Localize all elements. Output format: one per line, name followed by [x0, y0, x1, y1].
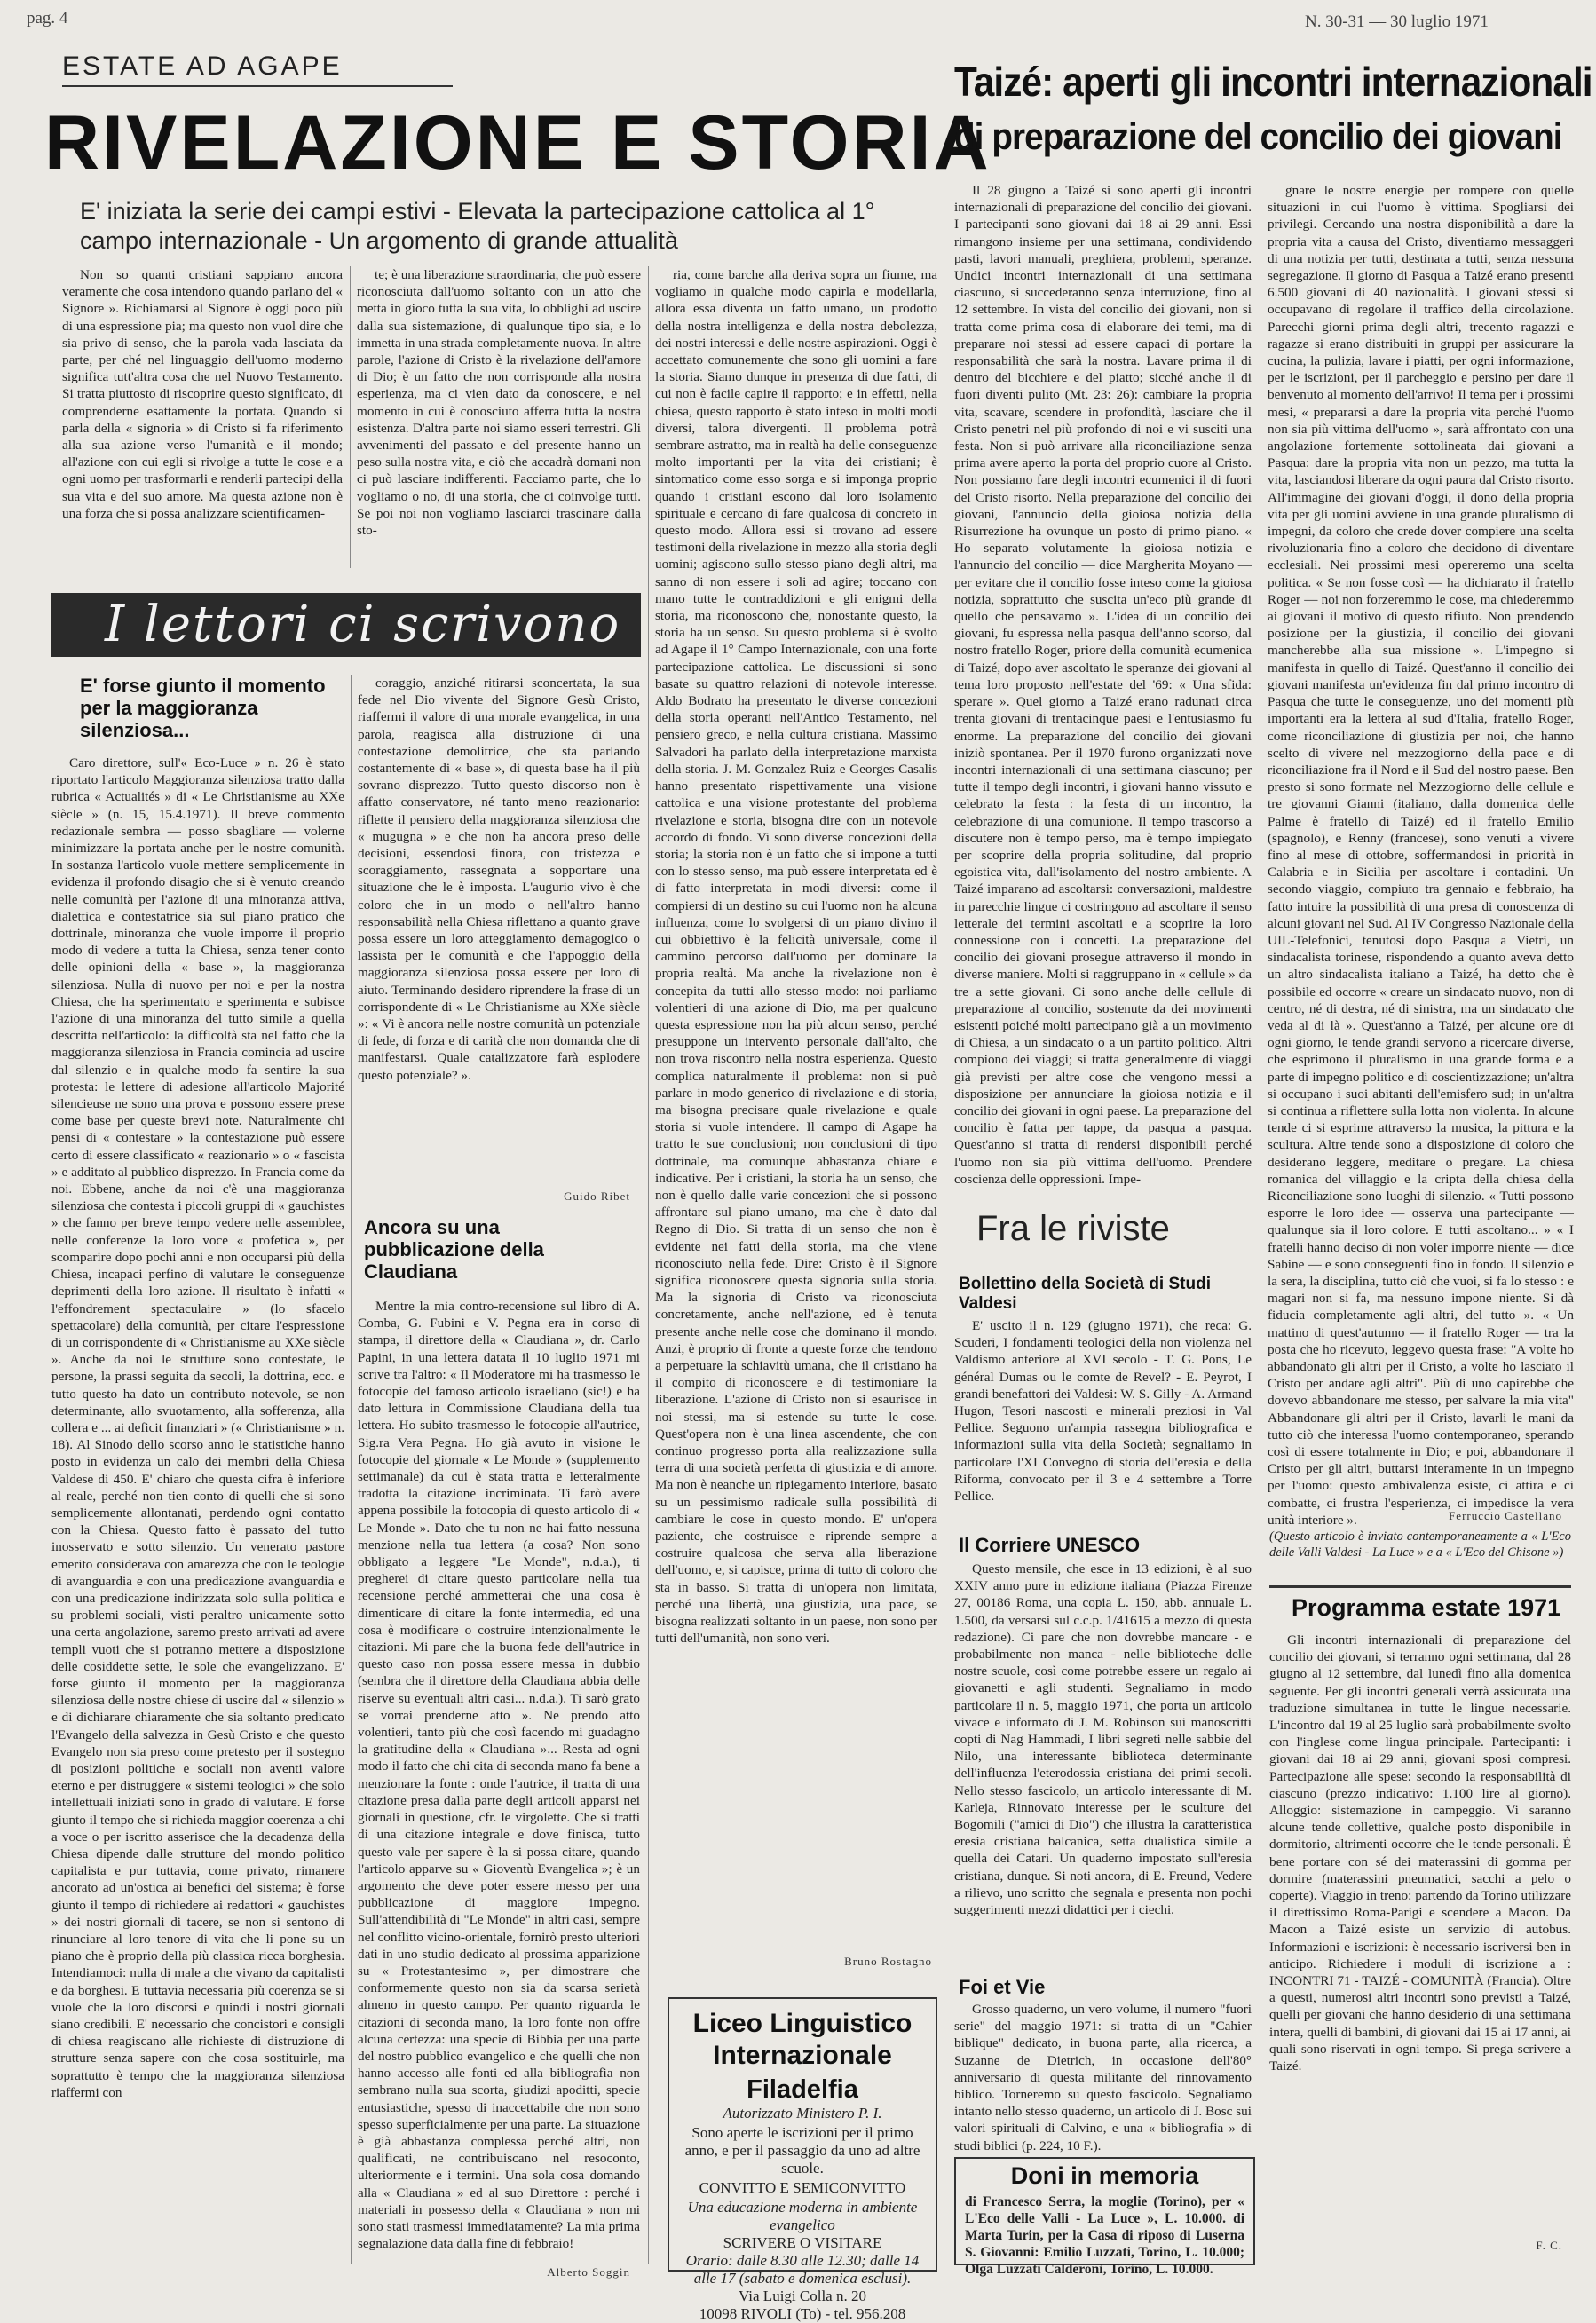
column-divider	[350, 266, 351, 568]
signature-rostagno: Bruno Rostagno	[844, 1955, 932, 1968]
letter-text: coraggio, anziché ritirarsi sconcertata, la sua fede nel Dio vivente del Signore Gesù Cristo, riaffermi il valore di una morale evangelica, in una parola, reagisca alla distruzione di una contestazione demolitrice, che sta parlando costantemente di « base », di questa base ha il più sovrano disprezzo. Tutto questo discorso non è affatto conservatore, né tanto meno reazionario: riflette il pensiero della maggioranza silenziosa che « mugugna » e che non ha ancora preso delle decisioni, essendosi finora, con tristezza e scoraggiamento, rassegnata a sopportare una situazione che le è imposta. L'augurio vivo è che coloro che in un modo o nell'altro hanno responsabilità nella Chiesa riflettano a quanto grave possa essere un loro atteggiamento demagogico o lassista per le comunità e che l'appoggio della maggioranza silenziosa possa essere per loro di aiuto. Terminando desidero riprendere la frase di un corrispondente di « Le Christianisme au XXe siècle »: « Vi è ancora nelle nostre comunità un potenziale di fede, di forza e di carità che non domanda che di manifestarsi. Quale catalizzatore farà esplodere questo potenziale? ».	[358, 676, 640, 1083]
riviste-title: Fra le riviste	[976, 1209, 1170, 1248]
article-column-2	[357, 266, 641, 568]
liceo-title-line2: Internazionale	[713, 2041, 892, 2070]
article-column-3	[655, 266, 937, 1953]
riviste-item2-text	[954, 1561, 1252, 1973]
liceo-text4: SCRIVERE O VISITARE	[723, 2234, 882, 2251]
liceo-authorized: Autorizzato Ministero P. I.	[723, 2105, 882, 2122]
liceo-text6: Via Luigi Colla n. 20	[739, 2287, 866, 2304]
letter-text: Mentre la mia contro-recensione sul libro di A. Comba, G. Fubini e V. Pegna era in corso di stampa, il direttore della « Claudiana », dr. Carlo Papini, in una lettera datata il 10 luglio 1971 mi scrive tra l'altro: « Il Moderatore mi ha trasmesso le fotocopie del famoso articolo israeliano (sic!) e ha dato lettura in Commissione Claudiana della tua lettera. Ho subito trasmesso le fotocopie all'autrice, Sig.ra Vera Pegna. Ho già avuto in visione le fotocopie del giornale « Le Monde » (supplemento settimanale) da cui è stata tratta e letteralmente tradotta la citazione incriminata. Ti farò avere appena possibile la fotocopia di questo articolo di « Le Monde ». Dato che tu non ne hai fatto nessuna menzione nella tua lettera (a cosa? Non sono obbligato a leggere "Le Monde", n.d.a.), ti pregherei di citare questo particolare nella tua recensione perché ammetterai che una cosa è dimenticare di citare la fonte intermedia, ed una cosa è modificare o costruire intenzionalmente le citazioni. Mi pare che la buona fede dell'autrice in questo caso non possa essere messa in dubbio (sembra che il direttore della Claudiana abbia delle riserve su eventuali altri casi... n.d.a.). Ti sarò grato se vorrai prenderne atto ». Ne prendo atto volentieri, tanto più che così facendo mi guadagno la gratitudine della « Claudiana »... Resta ad ogni modo il fatto che chi cita di seconda mano fa bene a menzionare la fonte : onde l'autrice, il tratta di una citazione presa dalla parte degli articoli apparsi nei giornali in questione, cfr. le virgolette. Che si tratti di una citazione integrale e dove finisca, tutto questo vale per sapere è la si possa citare, quando l'articolo apparve su « Gioventù Evangelica »; è un argomento che deve poter essere messo per una pubblicazione di maggiore impegno. Sull'attendibilità di "Le Monde" in altri casi, sempre nel conflitto vicino-orientale, fornirò presto ulteriori dati in uno studio dedicato al prossima apparizione su « Protestantesimo », per dimostrare che conformemente questo non sia da scarsa serietà almeno in questo campo. Per quanto riguarda le citazioni di seconda mano, la loro fonte non offre alcuna certezza: una specie di Bibbia per una parte del nostro pubblico evangelico e che quelli che non hanno accesso alle fonti ed alla bibliografia non sembrano nulla sua scorta, giudizi apoditti, specie entusiastiche, spesso di inaccettabile che non sono spesso superficialmente per una parte. La situazione è già abbastanza complessa perché altri, non qualificati, ne contribuiscano nel resoconto, ulteriormente e i termini. Una sola cosa domando alla « Claudiana » ed al suo Direttore : perché i materiali in possesso della « Claudiana » non mi sono stati trasmessi immediatamente? La mia prima segnalazione data dalla fine di febbraio!	[358, 1299, 640, 2252]
liceo-text5: Orario: dalle 8.30 alle 12.30; dalle 14 alle 17 (sabato e domenica esclusi).	[685, 2252, 920, 2287]
article-text: gnare le nostre energie per rompere con quelle situazioni in cui l'uomo è vittima. Spogliarsi dei privilegi. Cercando una nostra disponibilità a dare la propria vita a causa del Cristo, diventiamo messaggeri di una notizia per tutti, destinata a tutti, senza nessuna segregazione. Il giorno di Pasqua a Taizé erano presenti 6.500 giovani di 40 nazionalità. I giovani stessi si occupavano di regolare il traffico della circolazione. Parecchi giorni prima degli altri, trecento ragazzi e ragazze si erano distribuiti in gruppi per assicurare la cucina, la pulizia, lavare i piatti, per ogni informazione, per le iscrizioni, per il parcheggio e persino per dare il benvenuto al momento dell'arrivo! Il tema per i prossimi mesi, « prepararsi a dare la propria vita perché l'uomo non sia più vittima dell'uomo », sarà affrontato con una angolazione fortemente sottolineata dai giovani a Pasqua: dare la propria vita non un pezzo, ma tutta la vita, lasciandosi liberare da ogni paura dal Cristo risorto. All'immagine dei giovani d'oggi, il dono della propria vita per gli uomini avviene in una grande pluralismo di impegni, da coloro che crede dover compiere una scelta rivoluzionaria fino a coloro che decidono di diventare ecclesiali. Nei prossimi mesi opereremo una scelta politica. « Se non fosse così — ha dichiarato il fratello Roger — noi non forzeremmo le cose, ma chiederemmo ai giovani il motivo di questo rifiuto. Non prendendo posizione per la giustizia, il concilio dei giovani mancherebbe alla sua missione ». L'impegno si manifesta in quello di Taizé. Quest'anno il concilio dei giovani manifesta un'evidenza fin dal primo incontro di Pasqua che tutte le conseguenze, uno dei momenti più importanti era la lettera al sud d'Italia, fratello Roger, come riconciliazione di giustizia per noi, che hanno scelto di vivere nel mezzogiorno della pace e di riconciliazione fra il Nord e il Sud del nostro paese. Ben presto si sono formate nel Mezzogiorno delle cellule e tre giovanni Gianni (italiano, dalla domenica delle Palme è fratello di Taizé) ed il fratello Emilio (spagnolo), e Renny (francese), sono venuti a vivere fino al mese di ottobre, soffermandosi in priorità in Calabria e in Sicilia per ascoltare i contadini. Un secondo viaggio, compiuto tra gennaio e febbraio, ha fatto intuire la possibilità di una presa di conoscenza di alcuni giovani nel Sud. Al IV Congresso Nazionale della UIL-Telefonici, tenutosi dopo Pasqua a Vietri, un sindacalista torinese, rispondendo a quanto aveva detto un altro sindacalista italiano a Taizé, ha detto che è possibile ed occorre « creare un sindacato nuovo, non di centro, né di destra, né di sinistra, ma un sindacato che veda al di là ». Quest'anno a Taizé, per alcune ore di ogni giorno, le tende grandi servono a ricercare diverse, che esprimono il pluralismo in una grande forma e a parte di impegno politico e di coscientizzazione; un'altra si occupano i suoi abitanti dell'emisfero sud; in un'altra si continua a riflettere sulla lotta non violenta. In alcune tende ci si esprime attraverso la musica, la pittura e la scultura. Altre tende sono a disposizione di coloro che desiderano leggere, meditare o pregare. La chiesa romanica del villaggio e la cripta della chiesa della Riconciliazione sono luoghi di silenzio. « Tutti possono esporre le loro idee — osserva una partecipante — qualunque sia il loro colore. E tutti ascoltano... » « I fratelli hanno deciso di non voler imporre niente — dice Sabine — e sono conseguenti fino in fondo. Il silenzio e la sera, la disciplina, tutto ciò che vuoi, si fa lo stesso : e magari non si fa, ma nessuno impone niente. Si dà fiducia completamente agli altri, del tutto ». « Un mattino di quest'autunno — il fratello Roger — tra la posta che ho ricevuto, leggevo questa frase: "A volte ho abbandonato gli altri per il Cristo, a volte ho lasciato il Cristo per andare agli altri". Più di uno capirebbe che dovevo abbandonare me stesso, per salvare la mia vita" Abbandonare gli altri per il Cristo, lavarli le mani da tutto ciò che interessa l'uomo contemporaneo, sperando così di essere totalmente in Dio; e poi, abbandonare il Cristo per gli altri, buttarsi interamente in un impegno per l'uomo: questo ambivalenza esiste, ci attira e ci combatte, ci frustra l'esperienza, ci impedisce la vera unità interiore ».	[1268, 183, 1574, 1528]
article-text: te; è una liberazione straordinaria, che può essere riconosciuta dall'uomo soltanto con un atto che metta in gioco tutta la sua vita, lo obblighi ad uscire dalla sua sistemazione, di qualunque tipo sia, e lo immetta in una strada completamente nuova. In altre parole, l'azione di Cristo è la rivelazione dell'amore di Dio; è un fatto che non corrisponde alla nostra esperienza, ma ci vien dato da conoscere, e nel momento in cui è conosciuto afferra tutta la nostra esistenza. D'altra parte noi siamo esseri terrestri. Gli avvenimenti del passato e del presente hanno un peso sulla nostra vita, e ciò che accadrà domani non ci può lasciare indifferenti. Facciamo parte, che lo vogliamo o no, di una storia, che ci coinvolge tutti. Se poi noi non vogliamo lasciarci trascinare dalla sto-	[357, 267, 641, 539]
liceo-title-line1: Liceo Linguistico	[692, 2009, 913, 2038]
liceo-text1: Sono aperte le iscrizioni per il primo anno, e per il passaggio da uno ad altre scuole.	[684, 2124, 920, 2177]
liceo-ad	[668, 1997, 937, 2322]
programma-rule	[1269, 1585, 1571, 1588]
signature-castellano: Ferruccio Castellano	[1449, 1509, 1562, 1522]
riviste-item2-title: Il Corriere UNESCO	[959, 1534, 1141, 1556]
letter1-title: E' forse giunto il momento per la maggioranza silenziosa...	[80, 675, 326, 741]
doni-title: Doni in memoria	[1010, 2162, 1199, 2189]
riviste-item1-title: Bollettino della Società di Studi Valdesi	[959, 1275, 1211, 1313]
letter2-text	[358, 1298, 640, 2261]
taize-title-line2: di preparazione del concilio dei giovani	[954, 115, 1562, 157]
kicker: ESTATE AD AGAPE	[62, 51, 343, 81]
signature-soggin: Alberto Soggin	[547, 2265, 630, 2279]
article-text: Non so quanti cristiani sappiano ancora veramente che cosa intendono quando parlano del « Signore ». Richiamarsi al Signore è oggi poco più di una espressione pia; ma questo non vuol dire che sia privo di senso, che la parola vada lasciata da parte, per ché nel linguaggio dell'uomo moderno significa tutt'altra cosa che nel Nuovo Testamento. Si tratta piuttosto di riscoprire questo significato, di comprenderne esattamente la portata. Quando si parla della « signoria » di Cristo si fa riferimento alla sua azione verso l'umanità e il mondo; all'azione con cui egli si rivolge a tutte le cose e a ogni uomo per trasformarli e renderli partecipi della sua vita e del suo amore. Ma questa azione non è una forza che si possa analizzare scientificamen-	[62, 267, 343, 521]
taize-note	[1269, 1529, 1571, 1580]
taize-title-line1: Taizé: aperti gli incontri internazionali	[954, 59, 1592, 105]
letter1-column-1	[51, 755, 344, 2264]
column-divider	[351, 675, 352, 2264]
issue-date: N. 30-31 — 30 luglio 1971	[1305, 12, 1489, 31]
liceo-text3: Una educazione moderna in ambiente evangelico	[687, 2199, 918, 2233]
page-number: pag. 4	[27, 9, 68, 28]
riviste-item1-text	[954, 1317, 1252, 1530]
liceo-text7: 10098 RIVOLI (To) - tel. 956.208	[699, 2305, 906, 2322]
signature-fc: F. C.	[1536, 2239, 1562, 2252]
riviste-item3-title: Foi et Vie	[959, 1976, 1046, 1998]
article-text: ria, come barche alla deriva sopra un fiume, ma vogliamo in qualche modo capirla e modellarla, allora essa diventa un fatto umano, un prodotto della nostra intelligenza e della nostra debolezza, dei nostri interessi e delle nostre aspirazioni. Oggi è accettato comunemente che sono gli uomini a fare la storia. Siamo dunque in presenza di due fatti, di cui non è facile capire il rapporto; e in effetti, nella chiesa, questo rapporto è stato inteso in molti modi diversi, talora divergenti. Il problema potrà sembrare astratto, ma in realtà ha delle conseguenze molto importanti per la vita dei cristiani; è sintomatico come esso sorga e si imponga proprio quando i cristiani escono dal loro isolamento spirituale e cercano di fare qualcosa di concreto in questo modo. Allora essi si trovano ad essere testimoni della rivelazione in mezzo alla storia degli uomini; agiscono sullo stesso piano degli altri, ma sanno di non essere i soli ad agire; toccano con mano tutte le contraddizioni e gli enigmi della storia, ma riconoscono che, nonostante questo, la storia ha un senso. Su questo problema si è svolto ad Agape il 1° Campo Internazionale, con una forte partecipazione cattolica. Le discussioni si sono basate su quattro relazioni di notevole interesse. Aldo Bodrato ha presentato le diverse concezioni della storia operanti nell'Antico Testamento, nel pensiero greco, e nella cultura cristiana. Massimo Salvadori ha parlato della interpretazione marxista della storia. J. M. Gonzalez Ruiz e Georges Casalis hanno presentato rispettivamente una visione cattolica e una visione protestante del problema rivelazione e storia, bisogna dire con un notevole accordo di fondo. Vi sono diverse concezioni della storia; la storia non è un fatto che si impone a tutti con lo stesso senso, ma può essere interpretata ed è di fatto interpretata in modi diversi: come il compiersi di un destino su cui l'uomo non ha alcuna influenza, come lo svolgersi di un piano divino il cui obbiettivo è la felicità universale, come il cammino percorso dall'uomo per dominare la propria realtà. Ma anche la rivelazione non è concepita da tutti allo stesso modo: noi parliamo volentieri di una azione di Dio, ma per qualcuno questa espressione non ha più alcun senso, perché presuppone un intervento personale dall'alto, che non trova riscontro nella nostra esperienza. Questo complica naturalmente il problema: non si può parlare in modo generico di rivelazione e di storia, ma bisogna precisare quale rivelazione e quale storia si vuole intendere. Il campo di Agape ha tratto le sue conclusioni; non conclusioni di tipo dottrinale, ma comunque abbastanza chiare e indicative. Per i cristiani, la storia ha un senso, che non è quello dalle varie concezioni che si possono affrontare sul piano umano, ma che è dato dal Regno di Dio. Si tratta di un senso che non è evidente nei fatti della storia, ma che viene riconosciuto nella fede. Dire: Cristo è il Signore significa riconoscere questa signoria sulla storia. Ma la signoria di Cristo va riconosciuta concretamente, anche nell'azione, ed è tenuta presente anche nelle cose che dominano il mondo. Anzi, è proprio di fronte a queste forze che tendono a perpetuare la schiavitù umana, che il cristiano ha il compito di riconoscere e di testimoniare la liberazione. L'azione di Cristo non si esaurisce in noi stessi, ma si estende su tutte le cose. Quest'opera non è una linea ascendente, che con continuo progresso porta alla realizzazione sulla terra di una società perfetta di giustizia e di amore. Ma non è neanche un ripiegamento interiore, basato su un pessimismo radicale sulla possibilità di cambiare le cose in questo mondo. E' un'opera paziente, che costruisce e riprende sempre a costruire qualcosa che serva alla liberazione dell'uomo, e, si capisce, prima di tutto di coloro che sta in basso. Si tratta di un'opera non limitata, perché una libertà, una giustizia, una pace, se bisogna realizzati soltanto in un paese, non sono per tutti dell'umanità, non sono veri.	[655, 267, 937, 1647]
liceo-subtitle: Filadelfia	[747, 2075, 858, 2104]
doni-text: di Francesco Serra, la moglie (Torino), per « L'Eco delle Valli - La Luce », L. 10.000. di Marta Turin, per la Casa di riposo di Luserna S. Giovanni: Emilio Luzzati, Torino, L. 10.000; Olga Luzzati Calderoni, Torino, L. 10.000.	[965, 2194, 1244, 2277]
letter2-title: Ancora su una pubblicazione della Claudiana	[364, 1216, 544, 1283]
article-subtitle: E' iniziata la serie dei campi estivi - Elevata la partecipazione cattolica al 1° campo internazionale - Un argomento di grande attualità	[80, 198, 875, 254]
programma-text	[1269, 1632, 1571, 2235]
note-text: (Questo articolo è inviato contemporaneamente a « L'Eco delle Valli Valdesi - La Luce » e a « L'Eco del Chisone »)	[1269, 1529, 1571, 1560]
doni-box	[954, 2157, 1255, 2277]
column-divider	[648, 266, 649, 2264]
letter1-column-2	[358, 675, 640, 1185]
riviste-item3-text	[954, 2001, 1252, 2152]
review-text: Questo mensile, che esce in 13 edizioni, è al suo XXIV anno pure in edizione italiana (Piazza Firenze 27, 00186 Roma, una copia L. 150, abb. annuale L. 1.500, da versarsi sul c.c.p. 1/41615 a mezzo di questa redazione). Ci pare che non dovrebbe mancare - e probabilmente non manca - nelle biblioteche delle nostre scuole, così come potrebbe essere un regalo ai giovanetti e agli studenti. Segnaliamo in modo particolare il n. 5, maggio 1971, che porta un articolo vivace e informato di J. M. Robinson sui manoscritti copti di Nag Hammadi, I libri segreti nelle sabbie del Nilo, una interessante biblioteca determinante dell'influenza l'eterodossia cristiana dei primi secoli. Nello stesso fascicolo, un articolo interessante di M. Karleja, Rinnovato interesse per le sculture dei Bogomili ("amici di Dio") che illustra la caratteristica eresia cristiana balcanica, setta dualistica simile a quella dei Catari. Un quaderno impostato sull'eresia cristiana, dunque. Si noti ancora, di E. Freund, Vedere a rilievo, uno scritto che segnala e presenta non pochi suggerimenti mezzi didattici per i ciechi.	[954, 1561, 1252, 1918]
letters-banner: I lettori ci scrivono	[51, 593, 641, 657]
review-text: E' uscito il n. 129 (giugno 1971), che reca: G. Scuderi, I fondamenti teologici della non violenza nel Valdismo anteriore al XVI secolo - T. G. Pons, Le général Dumas ou le comte de Revel? - E. Peyrot, I grandi benefattori dei Valdesi: W. S. Gilly - A. Armand Hugon, Tesori nascosti e minerali preziosi in Val Pellice. Seguono un'ampia rassegna bibliografica e informazioni sulla vita della Società; segnaliamo in particolare l'XI Convegno di storia dell'eresia e della Riforma, convocato per il 3 e 4 settembre a Torre Pellice.	[954, 1318, 1252, 1505]
taize-column-1	[954, 182, 1252, 1194]
liceo-text2: CONVITTO E SEMICONVITTO	[699, 2179, 906, 2196]
programma-title: Programma estate 1971	[1292, 1594, 1561, 1621]
article-text: Il 28 giugno a Taizé si sono aperti gli incontri internazionali di preparazione del concilio dei giovani. I partecipanti sono giovani dai 18 ai 29 anni. Essi rimangono insieme per una settimana, condividendo pasti, lavori manuali, preghiera, problemi, speranze. Undici incontri internazionali di una settimana ciascuno, si succederanno senza interruzione, fino al 12 settembre. In vista del concilio dei giovani, non si tratta come prima cosa di elaborare dei temi, ma di preparare noi stessi ad essere capaci di portare la responsabilità che sarà la nostra. Lavare prima il di dentro del bicchiere e del piatto; sicché anche il di fuori diventi pulito (Mt. 23: 26): cambiare la propria vita, scavare, scendere in profondità, lasciare che il Cristo penetri nel più profondo di noi e vi susciti una festa. Non si può arrivare alla riconciliazione senza prima avere aperto la porta del proprio cuore al Cristo. Non possiamo fare degli incontri ecumenici il di fuori del Cristo risorto. Nella preparazione del concilio dei giovani, l'annuncio della gioiosa notizia della Risurrezione ha ovunque un posto di primo piano. « Ho separato volutamente la gioiosa notizia e l'annuncio del concilio — dice Margherita Moyano — per evitare che il concilio fosse inteso come la gioiosa notizia, soprattutto che suscita un'eco più grande di quello che pensavamo ». L'idea di un concilio dei giovani, fu espressa nella pasqua dell'anno scorso, dal nostro fratello Roger, priore della comunità ecumenica di Taizé, dopo aver ascoltato le speranze dei giovani al tema loro proposto nell'estate del '69: « Una sfida: sperare ». Quel giorno a Taizé erano radunati circa trenta giovani di trentacinque paesi e l'entusiasmo fu enorme. La preparazione del concilio dei giovani iniziò spontanea. Per il 1970 furono organizzati nove incontri internazionali di una settimana ciascuno; per tutte il tempo degli incontri, i giovani hanno vissuto e celebrato la festa : la festa di un incontro, la celebrazione di una comunione. Il tempo trascorso a discutere non è tempo perso, ma è tempo impiegato per scoprire della propria solitudine, dal proprio egoistica vita, dall'isolamento del nostro ambiente. A Taizé imparano ad ascoltarsi: conversazioni, maldestre in parecchie lingue ci costringono ad ascoltare il senso letterale dei termini ascoltati e a scoprire la loro connessione con i concetti. La preparazione del concilio dei giovani prosegue attraverso il mondo in diverse maniere. Molti si raggruppano in « cellule » da tre a sette giovani. Ci sono anche delle cellule di preparazione al concilio, sostenute da dei movimenti esistenti poiché molti partecipano già a un movimento di Chiesa, a un sindacato o a un partito politico. Altri compiono dei viaggi; si tratta generalmente di viaggi già previsti per altre cose che vengono messi a disposizione per annunciare la gioiosa notizia e il concilio dei giovani in ogni paese. La preparazione del concilio è fatta per tappe, da pasqua a pasqua. Quest'anno si tratta di rendersi disponibili perché l'uomo non sia più vittima dell'uomo. Prendere coscienza delle oppressioni. Impe-	[954, 183, 1252, 1187]
programma-body: Gli incontri internazionali di preparazione del concilio dei giovani, si terranno ogni settimana, dal 28 giugno al 12 settembre, dal lunedì fino alla domenica seguente. Per gli incontri generali verrà assicurata una traduzione simultanea in tutte le lingue necessarie. L'incontro dal 19 al 25 luglio sarà probabilmente svolto con l'inglese come lingua principale. Partecipanti: i giovani dai 18 ai 29 anni, giovani sposi compresi. Partecipazione alle spese: secondo la responsabilità di ciascuno (prezzo indicativo: 1.100 lire al giorno). Alloggio: sistemazione in campeggio. Vi saranno alcune tende collettive, qualche posto disponibile in dormitorio, altrimenti occorre che le tende personali. È bene portare con sé dei materassini di gomma per dormire (materassini pneumatici, sacchi a pelo o coperte). Viaggio in treno: partendo da Torino utilizzare il direttissimo Roma-Parigi e scendere a Macon. Da Macon a Taizé esiste un servizio di autobus. Informazioni e iscrizioni: è necessario iscriversi ben in anticipo. Richiedere i moduli di iscrizione a : INCONTRI 71 - TAIZÉ - COMUNITÀ (Francia). Oltre a questi, numerosi altri incontri sono previsti a Taizé, quelli per giovani che hanno desiderio di una settimana intera, quelli di bambini, di giovani dai 15 ai 17 anni, ai quali sono riservati in ogni tempo. Si prega scrivere a Taizé.	[1269, 1632, 1571, 2074]
letter-text: Caro direttore, sull'« Eco-Luce » n. 26 è stato riportato l'articolo Maggioranza silenziosa tratto dalla rubrica « Actualités » di « Le Christianisme au XXe siècle » (n. 15, 15.4.1971). Il breve commento redazionale sembra — posso sbagliare — volerne minimizzare la portata anche per le nostre comunità. In sostanza l'articolo vuole mettere semplicemente in evidenza il profondo disagio che si è venuto creando nelle comunità per l'azione di una minoranza attiva, dialettica e contestatrice sia sul piano pratico che dottrinale, minoranza che vuole imporre il proprio modo di vedere a tutta la Chiesa, senza tener conto delle opinioni della « base », la maggioranza silenziosa. Nulla di nuovo per noi e per la nostra Chiesa, che ha sperimentato e sperimenta e subisce l'azione di una minoranza del tutto simile a quella descritta nell'articolo: la difficoltà sta nel fatto che la maggioranza silenziosa in Francia comincia ad uscire dal silenzio e in qualche modo fa sentire la sua protesta: le lettere di adesione all'articolo Majorité silencieuse ne sono una prova e possono essere prese come base per queste brevi note. Naturalmente chi pensi di « contestare » la contestazione può essere certo di essere classificato « reazionario » o « fascista » e additato al pubblico disprezzo. In Francia come da noi. Ebbene, anche da noi c'è una maggioranza silenziosa che contesta i piccoli gruppi di « gauchistes » che fanno per breve tempo vedere nelle assemblee, nelle conferenze la loro voce « profetica », per scomparire dopo pochi anni e non occuparsi più della Chiesa, incapaci perfino di valutare le conseguenze deprimenti della loro azione. Il risultato è infatti « l'effondrement spectaculaire » (lo sfacelo spettacolare) della comunità, per citare l'espressione di un corrispondente di « Christianisme au XXe siècle ». Anche da noi le strutture sono contestate, le persone, la prassi seguita da secoli, la dottrina, ecc. e tutto questo ha dato un contributo notevole, se non determinante, allo svuotamento, alla sofferenza, alla collera e ... ai deficit finanziari » (« Christianisme » n. 18). Al Sinodo dello scorso anno le statistiche hanno posto in evidenza un calo dei membri della Chiesa Valdese di 450. E' chiaro che questa cifra è inferiore al reale, perché non tien conto di quelli che si sono semplicemente allontanati, perdendo ogni contatto con la Chiesa. Questo fatto è passato del tutto inosservato e sotto silenzio. Un venerato pastore emerito considerava con amarezza che con le teologie di avanguardia e con una predicazione avanguardia e con una predicazione indirizzata solo sulla politica e su problemi sociali, visti peraltro unicamente sotto una certa angolazione, saremo presto arrivati ad avere templi vuoti che si potranno mettere a disposizione delle cosiddette sette, le sole che evangelizzano. E' forse giunto il momento per la maggioranza silenziosa delle nostre chiese di uscire dal « silenzio » e di dichiarare chiaramente che sia soltanto predicato l'Evangelo della salvezza in Gesù Cristo e che questo Evangelo non sia preso come pretesto per il sostegno di posizioni politiche e sociali non aventi valore eterno e per distruggere « sistemi teologici » che solo intellettuali iniziati sono in grado di valutare. E forse giunto il tempo che si richieda maggior coerenza a chi a voce o per iscritto asserisce che la decadenza della Chiesa dipende dalle strutture del mondo politico capitalista e pur tuttavia, come privato, rimanere ancorato ad un'ostica ai benefici del sistema; è forse giunto il tempo di richiedere ai redattori « gauchistes » dei nostri giornali di tacere, se non si sentono di rinunciare al loro tenore di vita che li pone su un piano che è proprio della più classica ricca borghesia. Intendiamoci: nulla di male a che vivano da capitalisti e da borghesi. E tuttavia necessaria più coerenza se si vuole che la loro discorsi e quindi i nostri giornali siano credibili. E' necessario che concistori e consigli di chiesa reagiscano alle richieste di distruzione di strutture senza sapere con che cosa sostituirle, ma soprattutto è tempo che la maggioranza silenziosa riaffermi con	[51, 755, 344, 2100]
review-text: Grosso quaderno, un vero volume, il numero "fuori serie" del maggio 1971: si tratta di un "Cahier biblique" dedicato, in buona parte, alla ricerca, a Suzanne de Dietrich, in occasione dell'80° anniversario di questa militante del rinnovamento biblico. Torneremo su questo fascicolo. Segnaliamo intanto nello stesso quaderno, un articolo di J. Bosc sui valori spirituali di Calvino, e una « bibliografia » di studi biblici (p. 224, 10 F.).	[954, 2002, 1252, 2153]
kicker-rule	[62, 85, 453, 87]
page-title: RIVELAZIONE E STORIA	[44, 100, 992, 186]
article-column-1	[62, 266, 343, 568]
signature-ribet: Guido Ribet	[564, 1189, 630, 1203]
